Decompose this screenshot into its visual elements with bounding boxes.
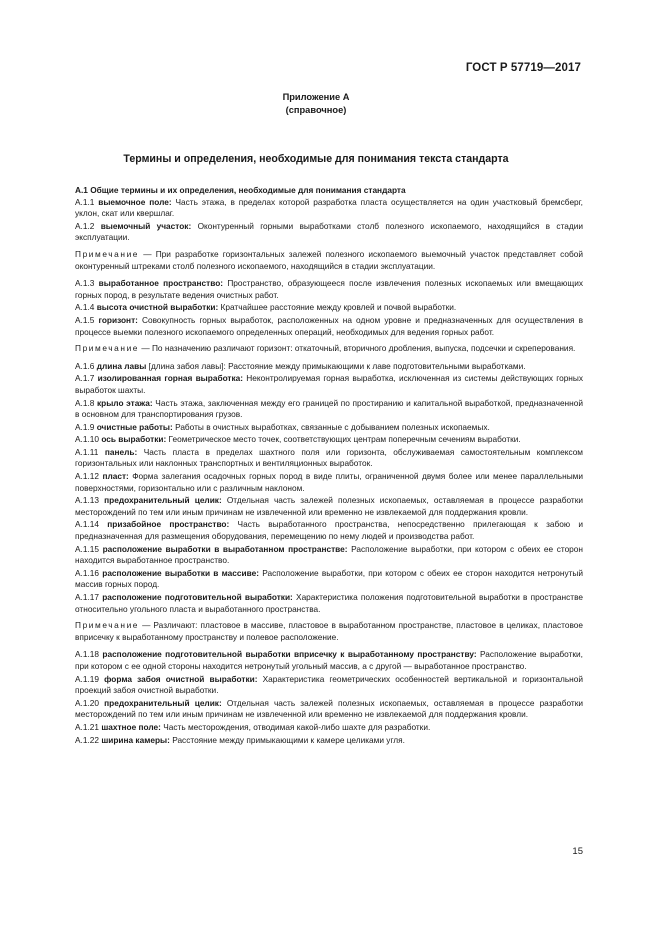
term-name: изолированная горная выработка: bbox=[97, 373, 244, 384]
term-name: предохранительный целик: bbox=[104, 697, 222, 708]
term-name: выработанное пространство: bbox=[98, 278, 224, 289]
term-number: А.1.10 bbox=[75, 434, 99, 445]
page-number: 15 bbox=[572, 846, 583, 857]
term-definition bbox=[75, 495, 583, 518]
term-text: [длина забоя лавы]: Расстояние между примыкающими к лаве подготовительными выработками. bbox=[148, 360, 526, 371]
term-text: Совокупность горных выработок, расположенных на одном уровне и предназначенных для осуществления в процессе выемки полезного ископаемого определенных операций, необходимых для ведения горных работ. bbox=[75, 314, 584, 337]
term-name: расположение подготовительной выработки вприсечку к выработанному пространству: bbox=[102, 649, 477, 660]
note bbox=[75, 249, 583, 272]
term-number: А.1.13 bbox=[75, 495, 99, 506]
term-definition bbox=[75, 447, 583, 470]
term-name: призабойное пространство: bbox=[107, 519, 230, 530]
term-number: А.1.7 bbox=[75, 373, 95, 384]
term-name: горизонт: bbox=[98, 314, 138, 325]
term-number: А.1.15 bbox=[75, 543, 99, 554]
term-name: выемочный участок: bbox=[100, 220, 192, 231]
term-text: Часть этажа, заключенная между его границей по простиранию и капитальной выработкой, предназначенной в основном для транспортирования грузов. bbox=[75, 397, 583, 420]
term-number: А.1.3 bbox=[75, 278, 95, 289]
appendix-type: (справочное) bbox=[285, 104, 347, 115]
term-text: Кратчайшее расстояние между кровлей и почвой выработки. bbox=[220, 302, 457, 313]
term-name: расположение подготовительной выработки: bbox=[102, 592, 293, 602]
page-title: Термины и определения, необходимые для понимания текста стандарта bbox=[123, 153, 509, 165]
term-text: Расстояние между примыкающими к камере целиками угля. bbox=[172, 734, 405, 745]
term-name: пласт: bbox=[102, 471, 129, 482]
term-definition bbox=[75, 568, 583, 591]
term-definition bbox=[75, 315, 583, 338]
term-number: А.1.18 bbox=[75, 649, 99, 660]
term-name: панель: bbox=[104, 446, 138, 457]
term-name: длина лавы bbox=[96, 360, 147, 371]
term-definition bbox=[75, 373, 583, 396]
term-definition bbox=[75, 544, 583, 567]
term-text: Форма залегания осадочных горных пород в виде плиты, ограниченной двумя более или менее параллельными поверхностями, горизонтально или с различным наклоном. bbox=[75, 471, 583, 493]
term-name: предохранительный целик: bbox=[104, 495, 222, 506]
note-text: — По назначению различают горизонт: откаточный, вторичного дробления, выпуска, подсечки и скреперования. bbox=[141, 343, 576, 354]
term-definition bbox=[75, 674, 583, 697]
note-label: Примечание bbox=[75, 343, 140, 354]
term-number: А.1.12 bbox=[75, 471, 99, 482]
note bbox=[75, 620, 583, 643]
term-number: А.1.20 bbox=[75, 697, 99, 708]
term-text: Характеристика геометрических особенностей вертикальной и горизонтальной проекций забоя очистной выработки. bbox=[75, 673, 584, 696]
term-definition bbox=[75, 361, 583, 373]
note-label: Примечание bbox=[75, 620, 140, 631]
term-name: крыло этажа: bbox=[97, 397, 153, 408]
term-name: выемочное поле: bbox=[98, 196, 172, 207]
term-name: расположение выработки в массиве: bbox=[102, 567, 259, 578]
term-number: А.1.9 bbox=[75, 421, 95, 432]
term-name: шахтное поле: bbox=[101, 721, 161, 732]
term-definition bbox=[75, 722, 583, 734]
term-text: Работы в очистных выработках, связанные с добыванием полезных ископаемых. bbox=[175, 421, 490, 432]
term-number: А.1.6 bbox=[75, 360, 95, 371]
term-text: Часть пласта в пределах шахтного поля или горизонта, обслуживаемая самостоятельным комплексом горизонтальных или наклонных транспортных и вентиляционных выработок. bbox=[75, 446, 584, 469]
term-name: высота очистной выработки: bbox=[96, 302, 219, 313]
term-number: А.1.14 bbox=[75, 519, 99, 530]
note-text: — При разработке горизонтальных залежей полезного ископаемого выемочный участок представляет собой оконтуренный штреками столб полезного ископаемого, находящийся в стадии эксплуатации. bbox=[75, 248, 584, 271]
term-text: Расположение выработки, при котором с обеих ее сторон находится выработанное пространство. bbox=[75, 543, 583, 566]
term-number: А.1.8 bbox=[75, 397, 95, 408]
appendix-label: Приложение А bbox=[282, 92, 350, 102]
doc-code: ГОСТ Р 57719—2017 bbox=[465, 62, 581, 74]
term-definition bbox=[75, 221, 583, 244]
appendix-heading bbox=[0, 91, 632, 116]
term-number: А.1.19 bbox=[75, 673, 99, 684]
term-text: Расположение выработки, при котором с обеих ее сторон находится нетронутый массив горных пород. bbox=[75, 567, 583, 590]
term-text: Часть месторождения, отводимая какой-либо шахте для разработки. bbox=[163, 721, 431, 732]
term-number: А.1.5 bbox=[75, 314, 95, 325]
term-text: Отдельная часть залежей полезных ископаемых, оставляемая в процессе разработки месторождений по тем или иным причинам не извлеченной или временно не извлекаемой для поддержания кровли. bbox=[75, 697, 583, 720]
term-name: ширина камеры: bbox=[101, 734, 170, 745]
section-heading: А.1 Общие термины и их определения, необходимые для понимания стандарта bbox=[75, 185, 406, 195]
term-number: А.1.22 bbox=[75, 734, 99, 745]
terms-list bbox=[75, 197, 583, 747]
term-text: Характеристика положения подготовительной выработки в пространстве относительно угольного пласта и выработанного пространства. bbox=[75, 592, 583, 614]
term-text: Пространство, образующееся после извлечения полезных ископаемых или вмещающих горных пород, в результате ведения очистных работ. bbox=[75, 278, 583, 300]
note bbox=[75, 343, 583, 355]
term-name: расположение выработки в выработанном пространстве: bbox=[102, 543, 348, 554]
note-text: — Различают: пластовое в массиве, пластовое в выработанном пространстве, пластовое в целиках, пластовое вприсечку к выработанному пространству и полевое расположение. bbox=[75, 620, 583, 642]
term-name: ось выработки: bbox=[101, 434, 167, 445]
term-definition bbox=[75, 398, 583, 421]
term-text: Расположение выработки, при котором с ее одной стороны находится нетронутый угольный массив, а с другой — выработанное пространство. bbox=[75, 649, 583, 671]
term-definition bbox=[75, 592, 583, 615]
term-definition bbox=[75, 649, 583, 672]
term-number: А.1.2 bbox=[75, 220, 95, 231]
term-definition bbox=[75, 735, 583, 747]
term-text: Геометрическое место точек, соответствующих центрам поперечным сечениям выработки. bbox=[168, 434, 521, 445]
term-number: А.1.1 bbox=[75, 196, 95, 207]
term-number: А.1.4 bbox=[75, 302, 95, 313]
term-name: форма забоя очистной выработки: bbox=[104, 673, 258, 684]
term-definition bbox=[75, 471, 583, 494]
term-text: Неконтролируемая горная выработка, исключенная из системы действующих горных выработок шахты. bbox=[75, 373, 583, 395]
term-definition bbox=[75, 434, 583, 446]
term-text: Часть выработанного пространства, непосредственно прилегающая к забою и предназначенная для размещения оборудования, перемещению по нему людей и производства работ. bbox=[75, 519, 583, 542]
term-definition bbox=[75, 422, 583, 434]
term-number: А.1.21 bbox=[75, 721, 99, 732]
term-number: А.1.17 bbox=[75, 592, 99, 602]
term-text: Оконтуренный горными выработками столб полезного ископаемого, находящийся в стадии эксплуатации. bbox=[75, 220, 583, 243]
term-text: Часть этажа, в пределах которой разработка пласта осуществляется на один участковый бремсберг, уклон, скат или квершлаг. bbox=[75, 196, 583, 219]
terms-content bbox=[75, 185, 583, 747]
term-definition bbox=[75, 302, 583, 314]
term-number: А.1.16 bbox=[75, 567, 99, 578]
term-definition bbox=[75, 278, 583, 301]
term-definition bbox=[75, 519, 583, 542]
note-label: Примечание bbox=[75, 248, 140, 259]
term-definition bbox=[75, 197, 583, 220]
term-text: Отдельная часть залежей полезных ископаемых, оставляемая в процессе разработки месторождений по тем или иным причинам не извлеченной или временно не извлекаемой для поддержания кровли. bbox=[75, 495, 583, 517]
term-definition bbox=[75, 698, 583, 721]
term-name: очистные работы: bbox=[96, 421, 173, 432]
term-number: А.1.11 bbox=[75, 446, 99, 457]
